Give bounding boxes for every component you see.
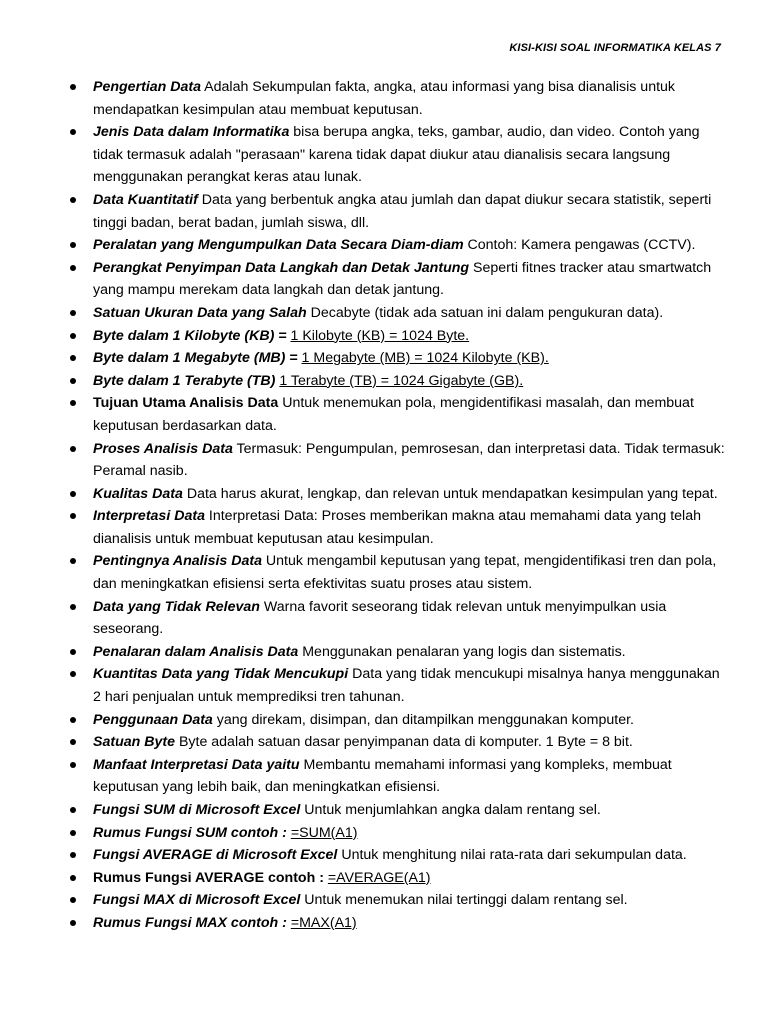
item-description: Interpretasi Data: Proses memberikan makna atau memahami data yang telah dianalisis untuk membuat keputusan atau kesimpulan. xyxy=(93,508,701,547)
list-item xyxy=(70,867,730,890)
list-item xyxy=(70,370,730,393)
list-item xyxy=(70,641,730,664)
list-item xyxy=(70,505,730,550)
list-item xyxy=(70,709,730,732)
list-item xyxy=(70,731,730,754)
item-term: Fungsi MAX di Microsoft Excel xyxy=(93,892,301,909)
bullet-icon xyxy=(70,717,76,723)
item-term: Byte dalam 1 Kilobyte (KB) = xyxy=(93,327,291,344)
bullet-icon xyxy=(70,852,76,858)
item-description: Seperti fitnes tracker atau smartwatch yang mampu merekam data langkah dan detak jantung. xyxy=(93,259,712,299)
bullet-icon xyxy=(70,649,76,655)
list-item xyxy=(70,550,730,595)
bullet-icon xyxy=(70,558,76,564)
item-description: yang direkam, disimpan, dan ditampilkan menggunakan komputer. xyxy=(212,711,634,728)
bullet-icon xyxy=(70,129,76,135)
item-term: Proses Analisis Data xyxy=(93,440,233,457)
item-term: Rumus Fungsi AVERAGE contoh : xyxy=(93,869,328,886)
item-description: Data yang tidak mencukupi misalnya hanya menggunakan 2 hari penjualan untuk memprediksi tren tahunan. xyxy=(93,666,720,706)
list-item xyxy=(70,799,730,822)
document-header: KISI-KISI SOAL INFORMATIKA KELAS 7 xyxy=(509,42,721,54)
bullet-icon xyxy=(70,355,76,361)
list-item xyxy=(70,392,730,437)
bullet-icon xyxy=(70,513,76,519)
bullet-icon xyxy=(70,197,76,203)
bullet-icon xyxy=(70,242,76,248)
list-item xyxy=(70,121,730,189)
item-description: bisa berupa angka, teks, gambar, audio, dan video. Contoh yang tidak termasuk adalah "perasaan" karena tidak dapat diukur atau dianalisis secara langsung menggunakan perangkat keras atau lunak. xyxy=(93,124,700,186)
list-item xyxy=(70,844,730,867)
item-description: Untuk menjumlahkan angka dalam rentang sel. xyxy=(300,802,601,818)
item-term: Jenis Data dalam Informatika xyxy=(93,124,290,141)
item-term: Penalaran dalam Analisis Data xyxy=(93,643,299,660)
bullet-icon xyxy=(70,807,76,813)
bullet-icon xyxy=(70,920,76,926)
item-term: Pentingnya Analisis Data xyxy=(93,553,262,570)
list-item xyxy=(70,912,730,935)
bullet-icon xyxy=(70,378,76,384)
item-term: Peralatan yang Mengumpulkan Data Secara Diam-diam xyxy=(93,237,464,254)
item-description: Menggunakan penalaran yang logis dan sistematis. xyxy=(298,643,626,660)
item-term: Manfaat Interpretasi Data yaitu xyxy=(93,756,300,773)
item-description: Decabyte (tidak ada satuan ini dalam pengukuran data). xyxy=(306,304,664,321)
list-item xyxy=(70,822,730,845)
list-item xyxy=(70,347,730,370)
item-description: =SUM(A1) xyxy=(290,824,358,841)
item-description: =MAX(A1) xyxy=(290,914,357,931)
item-term: Fungsi AVERAGE di Microsoft Excel xyxy=(93,847,338,864)
list-item xyxy=(70,234,730,257)
list-item xyxy=(70,189,730,234)
item-term: Satuan Ukuran Data yang Salah xyxy=(93,304,307,321)
list-item xyxy=(70,596,730,641)
item-term: Data Kuantitatif xyxy=(93,191,198,208)
bullet-icon xyxy=(70,265,76,271)
bullet-icon xyxy=(70,830,76,836)
item-term: Rumus Fungsi SUM contoh : xyxy=(93,824,291,841)
item-description: Untuk menghitung nilai rata-rata dari sekumpulan data. xyxy=(337,847,687,864)
list-item xyxy=(70,889,730,912)
item-description: Adalah Sekumpulan fakta, angka, atau informasi yang bisa dianalisis untuk mendapatkan kesimpulan atau membuat keputusan. xyxy=(93,79,676,118)
bullet-icon xyxy=(70,310,76,316)
item-description: Untuk menemukan nilai tertinggi dalam rentang sel. xyxy=(300,892,628,909)
item-term: Fungsi SUM di Microsoft Excel xyxy=(93,802,301,818)
bullet-icon xyxy=(70,491,76,497)
bullet-icon xyxy=(70,400,76,406)
item-description: 1 Kilobyte (KB) = 1024 Byte. xyxy=(290,327,470,344)
bullet-icon xyxy=(70,671,76,677)
item-description: Untuk menemukan pola, mengidentifikasi masalah, dan membuat keputusan berdasarkan data. xyxy=(93,395,694,434)
bullet-icon xyxy=(70,762,76,768)
list-item xyxy=(70,257,730,302)
list-item xyxy=(70,663,730,708)
item-description: Untuk mengambil keputusan yang tepat, mengidentifikasi tren dan pola, dan meningkatkan efisiensi serta efektivitas suatu proses atau sistem. xyxy=(93,553,717,593)
item-term: Data yang Tidak Relevan xyxy=(93,598,260,615)
item-description: Data harus akurat, lengkap, dan relevan untuk mendapatkan kesimpulan yang tepat. xyxy=(182,485,718,502)
item-term: Pengertian Data xyxy=(93,79,202,95)
item-description: Contoh: Kamera pengawas (CCTV). xyxy=(463,237,696,254)
bullet-icon xyxy=(70,446,76,452)
item-term: Kualitas Data xyxy=(93,485,183,502)
item-term: Penggunaan Data xyxy=(93,711,213,728)
bullet-icon xyxy=(70,739,76,745)
bullet-list xyxy=(70,76,730,935)
bullet-icon xyxy=(70,333,76,339)
bullet-icon xyxy=(70,897,76,903)
item-term: Byte dalam 1 Megabyte (MB) = xyxy=(93,350,302,367)
item-description: Termasuk: Pengumpulan, pemrosesan, dan interpretasi data. Tidak termasuk: Peramal nasib. xyxy=(93,440,725,480)
list-item xyxy=(70,76,730,121)
item-description: Membantu memahami informasi yang kompleks, membuat keputusan yang lebih baik, dan meningkatkan efisiensi. xyxy=(93,756,672,796)
item-description: 1 Terabyte (TB) = 1024 Gigabyte (GB). xyxy=(279,372,524,389)
list-item xyxy=(70,302,730,325)
list-item xyxy=(70,438,730,483)
bullet-icon xyxy=(70,84,76,90)
item-description: Byte adalah satuan dasar penyimpanan data di komputer. 1 Byte = 8 bit. xyxy=(175,734,633,751)
item-description: 1 Megabyte (MB) = 1024 Kilobyte (KB). xyxy=(301,350,549,367)
item-description: =AVERAGE(A1) xyxy=(327,869,431,886)
item-term: Rumus Fungsi MAX contoh : xyxy=(93,914,291,931)
item-term: Interpretasi Data xyxy=(93,508,205,525)
list-item xyxy=(70,754,730,799)
item-term: Kuantitas Data yang Tidak Mencukupi xyxy=(93,666,349,683)
item-description: Warna favorit seseorang tidak relevan untuk menyimpulkan usia seseorang. xyxy=(93,598,667,638)
item-term: Perangkat Penyimpan Data Langkah dan Detak Jantung xyxy=(93,259,470,276)
item-term: Satuan Byte xyxy=(93,734,175,751)
bullet-icon xyxy=(70,604,76,610)
item-description: Data yang berbentuk angka atau jumlah dan dapat diukur secara statistik, seperti tinggi badan, berat badan, jumlah siswa, dll. xyxy=(93,191,712,231)
bullet-icon xyxy=(70,875,76,881)
item-term: Byte dalam 1 Terabyte (TB) xyxy=(93,372,280,389)
list-item xyxy=(70,325,730,348)
list-item xyxy=(70,483,730,506)
item-term: Tujuan Utama Analisis Data xyxy=(93,395,279,412)
